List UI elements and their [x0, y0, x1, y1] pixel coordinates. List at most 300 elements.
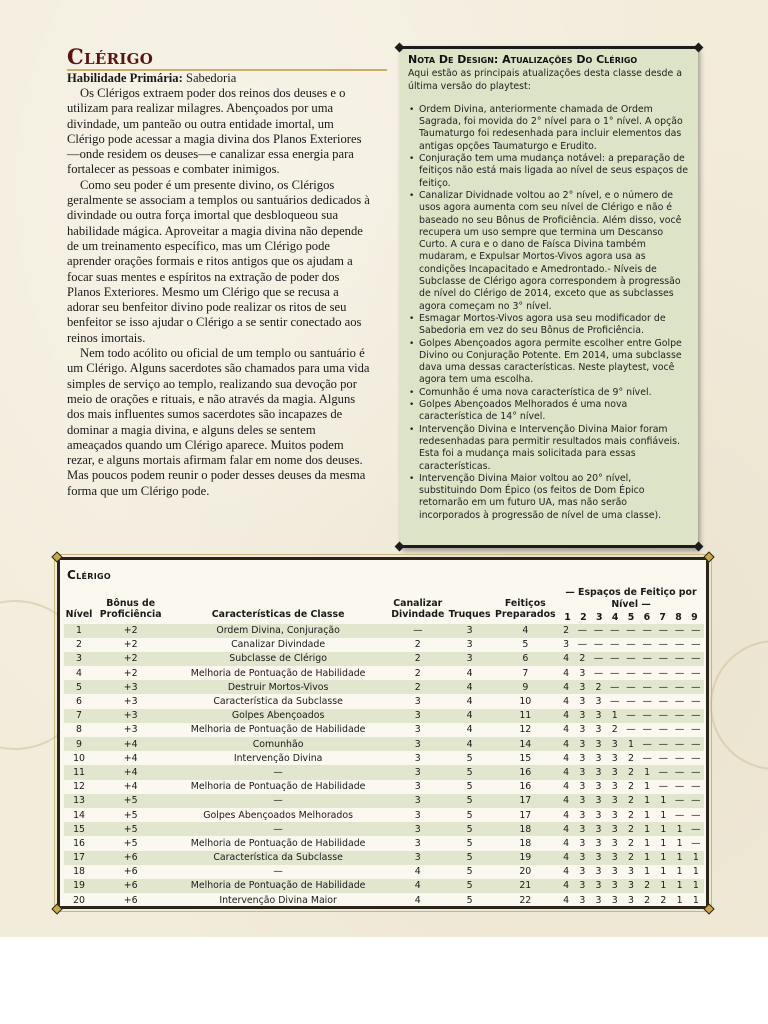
cell-spell-slot: 3 — [590, 822, 606, 836]
cell-prepared: 18 — [519, 837, 532, 849]
cell-spell-slot: 3 — [595, 696, 602, 708]
cell-level: 12 — [73, 781, 85, 793]
cell-spell-slot: 4 — [558, 709, 574, 723]
cell-spell-slot: — — [671, 737, 687, 751]
cell-spell-slot: 3 — [574, 680, 590, 694]
table-row — [64, 680, 704, 694]
cell-spell-slot: 1 — [671, 851, 687, 865]
cell-spell-slot: 3 — [595, 866, 602, 878]
cell-spell-slot: — — [674, 724, 685, 736]
cell-prepared: 16 — [493, 765, 558, 779]
cell-spell-slot: — — [639, 737, 655, 751]
cell-spell-slot: — — [639, 709, 655, 723]
cell-prepared: 6 — [493, 652, 558, 666]
cell-channel-divinity: 3 — [414, 724, 421, 736]
cell-spell-slot: — — [658, 752, 669, 764]
cell-prepared: 12 — [519, 724, 532, 736]
cell-spell-slot: — — [639, 624, 655, 638]
cell-spell-slot: — — [691, 781, 701, 793]
cell-level: 13 — [64, 794, 94, 808]
cell-proficiency: +3 — [94, 709, 167, 723]
cell-spell-slot: 3 — [611, 809, 618, 821]
cell-spell-slot: 2 — [627, 837, 634, 849]
cell-spell-slot: 3 — [579, 866, 586, 878]
cell-spell-slot: 1 — [655, 879, 671, 893]
slot-level-header: 1 — [564, 612, 571, 623]
cell-spell-slot: 1 — [639, 765, 655, 779]
cell-level: 9 — [64, 737, 94, 751]
cell-spell-slot: — — [691, 752, 701, 764]
slot-level-header: 9 — [691, 612, 698, 623]
cell-spell-slot: 1 — [671, 879, 687, 893]
list-item: • Ordem Divina, anteriormente chamada de Ordem Sagrada, foi movida do 2° nível para o 1° nível. A opção Taumaturgo foi redesenhada para incluir elementos das antigas opções Taumaturgo e Erudito. — [408, 104, 690, 153]
cell-feature: Intervenção Divina Maior — [219, 894, 337, 906]
cell-channel-divinity: — — [389, 624, 447, 638]
cell-spell-slot: 3 — [590, 709, 606, 723]
table-row — [64, 822, 704, 836]
cell-proficiency: +2 — [123, 667, 138, 679]
cell-spell-slot: — — [658, 639, 669, 651]
cell-prepared: 17 — [519, 809, 532, 821]
cell-cantrips: 5 — [466, 866, 473, 878]
cell-spell-slot: — — [642, 752, 652, 764]
table-row — [64, 836, 704, 850]
header-prepared-spells: Feitiços Preparados — [495, 597, 556, 620]
cell-spell-slot: 1 — [644, 781, 651, 793]
cell-feature: — — [167, 794, 389, 808]
table-header-row — [64, 587, 704, 624]
page-margin-bottom — [0, 937, 768, 1024]
cell-level: 2 — [76, 639, 83, 651]
cell-spell-slot: — — [688, 680, 704, 694]
cell-level: 19 — [64, 879, 94, 893]
cell-cantrips: 4 — [447, 737, 493, 751]
table-row — [64, 893, 704, 907]
cell-spell-slot: — — [642, 667, 652, 679]
cell-spell-slot: 2 — [611, 724, 618, 736]
cell-feature: Canalizar Divindade — [231, 639, 326, 651]
cell-spell-slot: 3 — [579, 809, 586, 821]
cell-proficiency: +5 — [94, 822, 167, 836]
cell-level: 5 — [64, 680, 94, 694]
paragraph: Como seu poder é um presente divino, os Clérigos geralmente se associam a templos ou santuários dedicados à divindade ou outra força imortal que desbloqueou sua habilidade mágica. Aproveitar a magia divina não depende de um treinamento específico, mas um Clérigo pode aprender orações formais e ritos antigos que os ajudam a focar suas mentes e espíritos na extração de poder dos Planos Exteriores. Mesmo um Clérigo que se recusa a adorar seu benfeitor divino pode realizar os ritos de seu benfeitor se isso ajudar o Clérigo a se sentir conectado aos reinos imortais. — [67, 177, 370, 345]
table-row — [64, 765, 704, 779]
cell-spell-slot: 4 — [563, 724, 570, 736]
cell-spell-slot: — — [607, 680, 623, 694]
cell-cantrips: 3 — [447, 624, 493, 638]
slot-level-header: 3 — [595, 612, 603, 623]
cell-spell-slot: — — [674, 667, 685, 679]
cell-spell-slot: 1 — [644, 809, 651, 821]
cell-proficiency: +4 — [123, 752, 138, 764]
header-spell-slots — [558, 587, 704, 624]
list-item: • Intervenção Divina e Intervenção Divina Maior foram redesenhadas para permitir resultados mais confiáveis. Esta foi a mudança mais solicitada para essas características. — [408, 424, 690, 473]
cell-spell-slot: 4 — [558, 652, 574, 666]
cell-feature: Comunhão — [167, 737, 389, 751]
cell-spell-slot: — — [623, 652, 639, 666]
cell-channel-divinity: 4 — [414, 866, 421, 878]
cell-spell-slot: 2 — [627, 809, 634, 821]
slot-level-header: 5 — [627, 612, 635, 623]
cell-spell-slot: 1 — [676, 837, 683, 849]
table-row — [64, 723, 704, 737]
corner-ornament — [395, 542, 405, 552]
cell-spell-slot: — — [674, 639, 685, 651]
cell-spell-slot: — — [691, 696, 701, 708]
cell-spell-slot: — — [642, 724, 652, 736]
cell-spell-slot: 2 — [627, 781, 634, 793]
cell-channel-divinity: 3 — [389, 822, 447, 836]
cell-spell-slot: 2 — [623, 765, 639, 779]
cell-spell-slot: 1 — [692, 894, 699, 906]
cell-channel-divinity: 2 — [414, 667, 421, 679]
cell-spell-slot: — — [671, 680, 687, 694]
cell-spell-slot: — — [626, 667, 636, 679]
cell-spell-slot: 1 — [676, 894, 683, 906]
cell-cantrips: 4 — [466, 667, 473, 679]
cell-feature: Intervenção Divina — [233, 752, 323, 764]
cell-spell-slot: 3 — [623, 879, 639, 893]
list-item: • Esmagar Mortos-Vivos agora usa seu modificador de Sabedoria em vez do seu Bônus de Proficiência. — [408, 313, 690, 338]
cell-spell-slot: 3 — [579, 837, 586, 849]
cell-proficiency: +3 — [123, 696, 138, 708]
table-row — [64, 737, 704, 751]
cell-spell-slot: — — [674, 696, 685, 708]
slot-level-header: 6 — [643, 612, 651, 623]
cell-spell-slot: 3 — [590, 851, 606, 865]
page-title: Clérigo — [67, 44, 154, 69]
cell-cantrips: 5 — [466, 781, 473, 793]
cell-cantrips: 5 — [466, 837, 473, 849]
cell-spell-slot: 3 — [595, 809, 602, 821]
cell-spell-slot: 3 — [607, 794, 623, 808]
header-proficiency: Bônus de Proficiência — [99, 597, 162, 620]
primary-ability — [67, 71, 372, 86]
cell-prepared: 15 — [519, 752, 532, 764]
cell-feature: Melhoria de Pontuação de Habilidade — [190, 837, 366, 849]
cell-level: 20 — [73, 894, 85, 906]
cell-feature: — — [167, 822, 389, 836]
cell-spell-slot: 1 — [692, 866, 699, 878]
cell-spell-slot: — — [623, 680, 639, 694]
cell-channel-divinity: 3 — [389, 794, 447, 808]
cell-spell-slot: — — [593, 639, 604, 651]
cell-spell-slot: 4 — [558, 765, 574, 779]
cell-cantrips: 4 — [447, 680, 493, 694]
cell-proficiency: +6 — [94, 851, 167, 865]
table-row — [64, 808, 704, 822]
cell-spell-slot: 3 — [611, 752, 618, 764]
cell-cantrips: 5 — [466, 809, 473, 821]
cell-prepared: 22 — [519, 894, 532, 906]
cell-channel-divinity: 3 — [414, 837, 421, 849]
cell-cantrips: 5 — [466, 752, 473, 764]
cell-feature: Melhoria de Pontuação de Habilidade — [190, 781, 366, 793]
table-row — [64, 694, 704, 708]
cell-spell-slot: — — [574, 624, 590, 638]
cell-spell-slot: — — [688, 737, 704, 751]
cell-proficiency: +2 — [94, 652, 167, 666]
cell-spell-slot: — — [626, 696, 636, 708]
cell-spell-slot: 2 — [623, 822, 639, 836]
cell-spell-slot: 2 — [590, 680, 606, 694]
cell-cantrips: 5 — [447, 879, 493, 893]
table-row — [64, 780, 704, 794]
spell-slots-title: — Espaços de Feitiço por Nível — — [565, 587, 697, 610]
cell-spell-slot: 4 — [563, 752, 570, 764]
cell-prepared: 21 — [493, 879, 558, 893]
cell-level: 3 — [64, 652, 94, 666]
cell-spell-slot: — — [623, 624, 639, 638]
cell-spell-slot: 3 — [590, 765, 606, 779]
cell-spell-slot: 2 — [558, 624, 574, 638]
list-item: • Comunhão é uma nova característica de 9° nível. — [408, 387, 690, 399]
cell-spell-slot: — — [674, 809, 685, 821]
cell-level: 4 — [76, 667, 83, 679]
table-row — [64, 652, 704, 666]
table-body — [64, 624, 704, 908]
cell-spell-slot: — — [671, 765, 687, 779]
cell-level: 10 — [73, 752, 85, 764]
cell-spell-slot: — — [623, 709, 639, 723]
cell-cantrips: 3 — [447, 652, 493, 666]
list-item: • Intervenção Divina Maior voltou ao 20° nível, substituindo Dom Épico (os feitos de Dom Épico retornarão em um futuro UA, mas não serão incorporados à progressão de nível de uma classe). — [408, 473, 690, 522]
cell-spell-slot: 4 — [563, 667, 570, 679]
cell-feature: Melhoria de Pontuação de Habilidade — [190, 724, 366, 736]
cell-level: 14 — [73, 809, 85, 821]
table-title: Clérigo — [67, 568, 111, 582]
cell-spell-slot: — — [607, 652, 623, 666]
cell-spell-slot: 4 — [563, 837, 570, 849]
cell-spell-slot: 3 — [595, 894, 602, 906]
cell-spell-slot: 3 — [579, 894, 586, 906]
cell-spell-slot: 2 — [623, 794, 639, 808]
cell-spell-slot: — — [590, 652, 606, 666]
cell-spell-slot: — — [655, 652, 671, 666]
cell-prepared: 5 — [522, 639, 529, 651]
cell-proficiency: +6 — [123, 894, 138, 906]
cell-spell-slot: 3 — [627, 866, 634, 878]
table-row — [64, 865, 704, 879]
cell-spell-slot: 1 — [623, 737, 639, 751]
cell-proficiency: +3 — [94, 680, 167, 694]
cell-cantrips: 5 — [447, 794, 493, 808]
cell-prepared: 9 — [493, 680, 558, 694]
cell-spell-slot: — — [691, 639, 701, 651]
cell-feature: Característica da Subclasse — [213, 696, 343, 708]
cell-spell-slot: 3 — [627, 894, 634, 906]
cell-prepared: 20 — [519, 866, 532, 878]
cell-feature: Ordem Divina, Conjuração — [167, 624, 389, 638]
cell-spell-slot: 3 — [607, 879, 623, 893]
cell-spell-slot: 4 — [558, 737, 574, 751]
cell-cantrips: 5 — [466, 894, 473, 906]
cell-cantrips: 5 — [447, 851, 493, 865]
cell-spell-slot: — — [658, 696, 669, 708]
cell-cantrips: 4 — [466, 696, 473, 708]
list-item: • Conjuração tem uma mudança notável: a preparação de feitiços não está mais ligada ao nível de seus espaços de feitiço. — [408, 153, 690, 190]
cell-spell-slot: 1 — [639, 851, 655, 865]
header-channel-divinity: Canalizar Divindade — [391, 597, 445, 620]
list-item: • Canalizar Dividnade voltou ao 2° nível, e o número de usos agora aumenta com seu nível de Clérigo e não é baseado no seu Bônus de Proficiência. Além disso, você recupera um uso sempre que termina um Descanso Curto. A cura e o dano de Faísca Divina também mudaram, e Expulsar Mortos-Vivos agora usa as condições Incapacitado e Amedrontado.- Níveis de Subclasse de Clérigo agora correspondem à progressão de nível do Clérigo de 2014, exceto que as subclasses agora começam no 3° nível. — [408, 190, 690, 313]
cell-spell-slot: 2 — [639, 879, 655, 893]
list-item: • Golpes Abençoados Melhorados é uma nova característica de 14° nível. — [408, 399, 690, 424]
cell-channel-divinity: 4 — [414, 894, 421, 906]
cell-spell-slot: 1 — [607, 709, 623, 723]
cell-spell-slot: — — [671, 624, 687, 638]
cell-spell-slot: 3 — [574, 794, 590, 808]
cell-spell-slot: — — [658, 667, 669, 679]
cell-spell-slot: 4 — [563, 809, 570, 821]
cell-spell-slot: — — [688, 822, 704, 836]
table-row — [64, 794, 704, 808]
cell-prepared: 10 — [519, 696, 532, 708]
cell-spell-slot: 1 — [655, 851, 671, 865]
cell-spell-slot: 1 — [639, 822, 655, 836]
cell-proficiency: +4 — [123, 781, 138, 793]
cell-spell-slot: 1 — [688, 879, 704, 893]
design-note-sidebar — [400, 46, 698, 548]
cell-spell-slot: 4 — [558, 879, 574, 893]
cell-spell-slot: 3 — [595, 837, 602, 849]
header-cantrips: Truques — [448, 609, 491, 620]
cell-prepared: 11 — [493, 709, 558, 723]
cell-spell-slot: 3 — [574, 879, 590, 893]
cell-spell-slot: 3 — [574, 737, 590, 751]
cell-prepared: 17 — [493, 794, 558, 808]
cell-spell-slot: — — [626, 724, 636, 736]
cell-feature: — — [167, 765, 389, 779]
cell-spell-slot: 1 — [660, 837, 667, 849]
cell-spell-slot: 3 — [590, 737, 606, 751]
slot-level-headers — [558, 612, 704, 624]
cell-spell-slot: 3 — [579, 752, 586, 764]
cell-spell-slot: — — [642, 696, 652, 708]
cell-prepared: 7 — [522, 667, 529, 679]
cell-spell-slot: — — [658, 781, 669, 793]
slot-level-header: 2 — [580, 612, 587, 623]
table-row — [64, 638, 704, 652]
cell-spell-slot: 1 — [639, 794, 655, 808]
cell-spell-slot: 3 — [574, 822, 590, 836]
cell-spell-slot: — — [688, 709, 704, 723]
cell-level: 16 — [73, 837, 85, 849]
cell-feature: — — [273, 866, 283, 878]
cell-cantrips: 5 — [447, 765, 493, 779]
table-row — [64, 709, 704, 723]
cell-spell-slot: — — [642, 639, 652, 651]
cell-spell-slot: 3 — [595, 781, 602, 793]
primary-ability-label: Habilidade Primária: — [67, 71, 183, 85]
cell-level: 18 — [73, 866, 85, 878]
cell-spell-slot: — — [655, 765, 671, 779]
cell-proficiency: +4 — [94, 737, 167, 751]
cell-channel-divinity: 3 — [389, 851, 447, 865]
cell-cantrips: 4 — [447, 709, 493, 723]
cell-spell-slot: 4 — [558, 794, 574, 808]
cell-proficiency: +2 — [94, 624, 167, 638]
corner-ornament — [395, 43, 405, 53]
table-row — [64, 624, 704, 638]
cell-prepared: 14 — [493, 737, 558, 751]
cell-feature: Melhoria de Pontuação de Habilidade — [190, 667, 366, 679]
cell-spell-slot: 1 — [655, 822, 671, 836]
cell-spell-slot: 4 — [563, 696, 570, 708]
cell-spell-slot: — — [691, 724, 701, 736]
header-features: Características de Classe — [211, 609, 345, 620]
cell-proficiency: +3 — [123, 724, 138, 736]
cell-spell-slot: 3 — [595, 752, 602, 764]
cell-spell-slot: 2 — [623, 851, 639, 865]
cell-spell-slot: — — [610, 696, 620, 708]
cell-spell-slot: 4 — [563, 781, 570, 793]
cell-spell-slot: 3 — [574, 851, 590, 865]
cell-proficiency: +6 — [94, 879, 167, 893]
cell-channel-divinity: 3 — [414, 696, 421, 708]
cell-spell-slot: 4 — [558, 851, 574, 865]
cell-spell-slot: — — [593, 667, 604, 679]
class-description — [67, 86, 372, 499]
cell-spell-slot: 4 — [563, 894, 570, 906]
cell-spell-slot: 3 — [611, 837, 618, 849]
cell-spell-slot: 1 — [644, 866, 651, 878]
cell-spell-slot: — — [674, 752, 685, 764]
table-row — [64, 879, 704, 893]
cell-prepared: 16 — [519, 781, 532, 793]
cell-spell-slot: 4 — [558, 822, 574, 836]
cell-channel-divinity: 4 — [389, 879, 447, 893]
table-row — [64, 666, 704, 680]
cell-spell-slot: — — [639, 680, 655, 694]
class-progression-table — [64, 587, 704, 907]
cell-spell-slot: — — [655, 737, 671, 751]
cell-spell-slot: 3 — [574, 709, 590, 723]
cell-spell-slot: — — [691, 667, 701, 679]
cell-spell-slot: — — [688, 794, 704, 808]
cell-level: 8 — [76, 724, 83, 736]
cell-spell-slot: 1 — [660, 809, 667, 821]
design-note-intro: Aqui estão as principais atualizações desta classe desde a última versão do playtest: — [408, 68, 682, 92]
cell-spell-slot: — — [688, 624, 704, 638]
cell-prepared: 18 — [493, 822, 558, 836]
cell-proficiency: +2 — [123, 639, 138, 651]
cell-spell-slot: 3 — [607, 851, 623, 865]
corner-ornament — [694, 542, 704, 552]
cell-spell-slot: — — [655, 624, 671, 638]
cell-feature: Golpes Abençoados — [167, 709, 389, 723]
cell-level: 7 — [64, 709, 94, 723]
cell-spell-slot: 1 — [671, 822, 687, 836]
cell-feature: Destruir Mortos-Vivos — [167, 680, 389, 694]
list-item: • Golpes Abençoados agora permite escolher entre Golpe Divino ou Conjuração Potente. Em 2014, uma subclasse dava uma dessas características. Neste playtest, você agora tem uma escolha. — [408, 338, 690, 387]
cell-spell-slot: — — [674, 781, 685, 793]
cell-spell-slot: — — [655, 709, 671, 723]
cell-spell-slot: — — [610, 667, 620, 679]
cell-feature: Subclasse de Clérigo — [167, 652, 389, 666]
cell-proficiency: +4 — [94, 765, 167, 779]
cell-channel-divinity: 3 — [389, 737, 447, 751]
cell-level: 17 — [64, 851, 94, 865]
cell-prepared: 4 — [493, 624, 558, 638]
cell-level: 11 — [64, 765, 94, 779]
cell-spell-slot: 3 — [590, 879, 606, 893]
cell-spell-slot: 1 — [688, 851, 704, 865]
paragraph: Os Clérigos extraem poder dos reinos dos deuses e o utilizam para realizar milagres. Abençoados por uma divindade, um panteão ou outra entidade imortal, um Clérigo pode acessar a magia divina dos Planos Exteriores—onde residem os deuses—e canalizar essa energia para fortalecer as pessoas e combater inimigos. — [67, 86, 362, 177]
cell-level: 15 — [64, 822, 94, 836]
cell-spell-slot: — — [590, 624, 606, 638]
cell-spell-slot: — — [691, 809, 701, 821]
cell-spell-slot: — — [610, 639, 620, 651]
